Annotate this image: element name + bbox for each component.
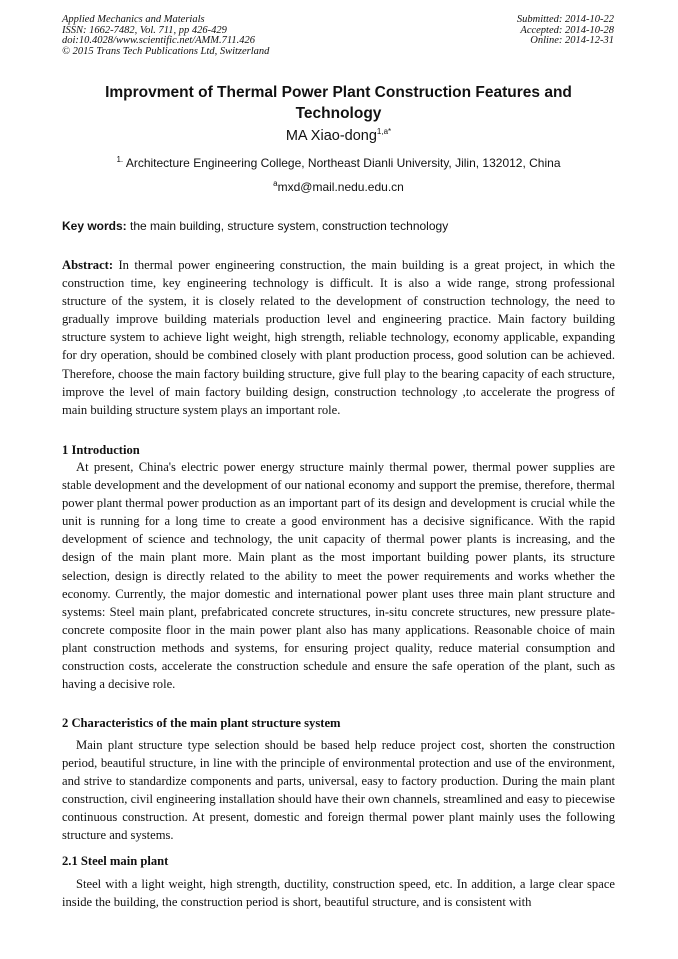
email-address: mxd@mail.nedu.edu.cn	[277, 180, 404, 194]
steel-main-plant-paragraph: Steel with a light weight, high strength, ductility, construction speed, etc. In addition, a large clear space inside the building, the construction period is short, beautiful structure, and is consistent with	[62, 877, 615, 910]
characteristics-paragraph: Main plant structure type selection should be based help reduce project cost, shorten the construction period, beautiful structure, in line with the principle of environmental protection and use of the environment, and strive to standardize components and parts, universal, easy to factory production. During the main plant construction, civil engineering installation should have their own channels, streamlined and easy to piecewise continuous construction. At present, domestic and foreign thermal power plant mainly uses the following structure and systems.	[62, 738, 615, 843]
section-heading-characteristics: 2 Characteristics of the main plant structure system	[62, 716, 341, 730]
paper-title: Improvment of Thermal Power Plant Construction Features and Technology	[105, 84, 572, 122]
introduction-paragraph: At present, China's electric power energy structure mainly thermal power, thermal power supplies are stable development and the development of our national economy and support the premise, therefore, thermal power plant thermal power production as an important part of its design and development is crucial while the unit is running for a long time to create a good environment has a decisive significance. With the rapid development of science and technology, the unit capacity of thermal power plants is increasing, and the design of the main plant more. Main plant as the most important building power plants, its structure selection, design is directly related to the ability to meet the power requirements and works whether the economy. Currently, the major domestic and international power plant uses three main plant structure and systems: Steel main plant, prefabricated concrete structures, in-situ concrete structures, new pressure plate-concrete composite floor in the main power plant also has many applications. Reasonable choice of main plant construction methods and systems, for ensuring project quality, reduce material consumption and construction costs, accelerate the construction schedule and ensure the safe operation of the plant, such as having a decisive role.	[62, 460, 615, 692]
abstract-paragraph	[62, 256, 615, 419]
abstract-label: Abstract:	[62, 258, 114, 272]
keywords-line	[62, 219, 615, 234]
section-heading-introduction: 1 Introduction	[62, 443, 140, 457]
author-superscript: 1,a*	[376, 127, 392, 137]
email-superscript: a	[273, 179, 278, 188]
dates-info	[517, 15, 614, 47]
online-date: Online: 2014-12-31	[530, 35, 614, 46]
email-line	[62, 179, 615, 195]
section-heading-steel-main-plant: 2.1 Steel main plant	[62, 854, 169, 868]
doi-line: doi:10.4028/www.scientific.net/AMM.711.426	[62, 35, 255, 46]
journal-name: Applied Mechanics and Materials	[62, 14, 205, 25]
affiliation-superscript: 1.	[116, 155, 124, 164]
affiliation-line	[62, 155, 615, 171]
affiliation-text: Architecture Engineering College, Northeast Dianli University, Jilin, 132012, China	[125, 156, 561, 170]
accepted-date: Accepted: 2014-10-28	[520, 24, 614, 36]
author-name: MA Xiao-dong	[285, 128, 377, 144]
submitted-date: Submitted: 2014-10-22	[516, 14, 614, 25]
keywords-label: Key words:	[62, 219, 127, 233]
issn-line: ISSN: 1662-7482, Vol. 711, pp 426-429	[62, 24, 227, 36]
author-line	[62, 127, 615, 145]
copyright-line: © 2015 Trans Tech Publications Ltd, Switzerland	[62, 45, 270, 57]
journal-info	[62, 15, 269, 57]
abstract-text: In thermal power engineering construction, the main building is a great project, in which the construction time, key engineering technology is difficult. It is also a wide range, strong professional structure of the system, it is closely related to the development of construction technology, the need to gradually improve building materials production level and engineering practice. Main factory building structure system to achieve light weight, high strength, reliable technology, economy applicable, expanding for dry operation, should be combined closely with plant production process, good solution can be achieved. Therefore, choose the main factory building structure, give full play to the bearing capacity of each structure, improve the level of main factory building design, construction technology ,to accelerate the progress of main building structure system plays an important role.	[62, 258, 615, 417]
keywords-text: the main building, structure system, construction technology	[130, 219, 449, 233]
